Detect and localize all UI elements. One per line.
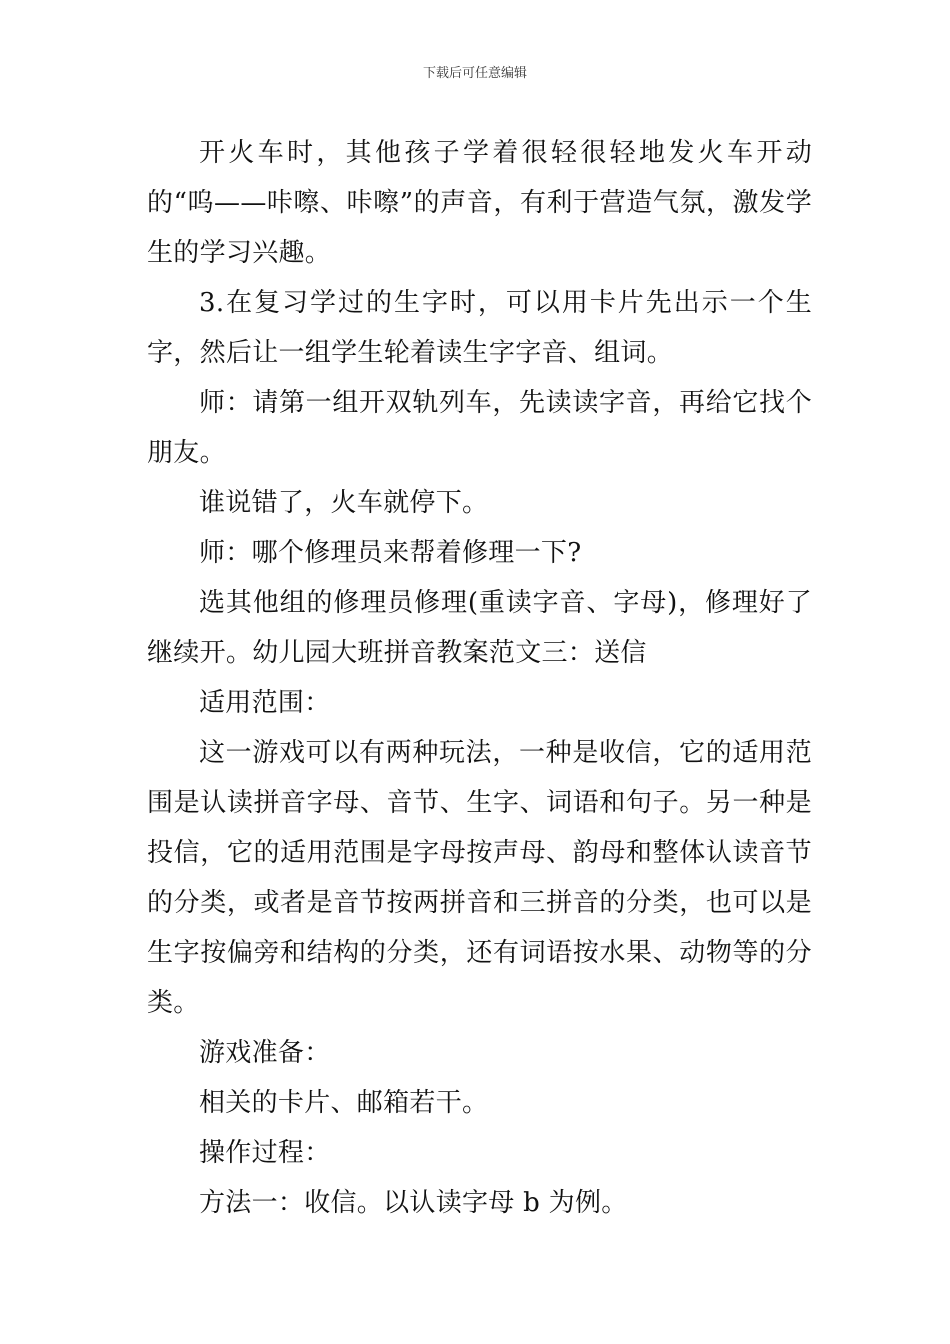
paragraph-method-one: 方法一：收信。以认读字母 b 为例。: [199, 1188, 628, 1218]
paragraph-repair-continue: 选其他组的修理员修理(重读字音、字母)，修理好了继续开。幼儿园大班拼音教案范文三：送信: [147, 588, 812, 668]
heading-scope: 适用范围：: [199, 688, 331, 718]
paragraph-teacher-first-group: 师：请第一组开双轨列车，先读读字音，再给它找个朋友。: [147, 388, 812, 468]
paragraph-review-characters: 3.在复习学过的生字时，可以用卡片先出示一个生字，然后让一组学生轮着读生字字音、组词。: [147, 288, 812, 368]
page-header: 下载后可任意编辑: [422, 66, 527, 81]
paragraph-train-stops: 谁说错了，火车就停下。: [199, 488, 489, 518]
paragraph-teacher-repair: 师：哪个修理员来帮着修理一下?: [199, 538, 582, 568]
document-body: [147, 128, 812, 1228]
paragraph-train-sound: 开火车时，其他孩子学着很轻很轻地发火车开动的“呜——咔嚓、咔嚓”的声音，有利于营造气氛，激发学生的学习兴趣。: [147, 138, 812, 268]
paragraph-materials: 相关的卡片、邮箱若干。: [199, 1088, 489, 1118]
paragraph-scope-description: 这一游戏可以有两种玩法，一种是收信，它的适用范围是认读拼音字母、音节、生字、词语和句子。另一种是投信，它的适用范围是字母按声母、韵母和整体认读音节的分类，或者是音节按两拼音和三拼音的分类，也可以是生字按偏旁和结构的分类，还有词语按水果、动物等的分类。: [147, 738, 812, 1018]
heading-preparation: 游戏准备：: [199, 1038, 331, 1068]
heading-procedure: 操作过程：: [199, 1138, 331, 1168]
